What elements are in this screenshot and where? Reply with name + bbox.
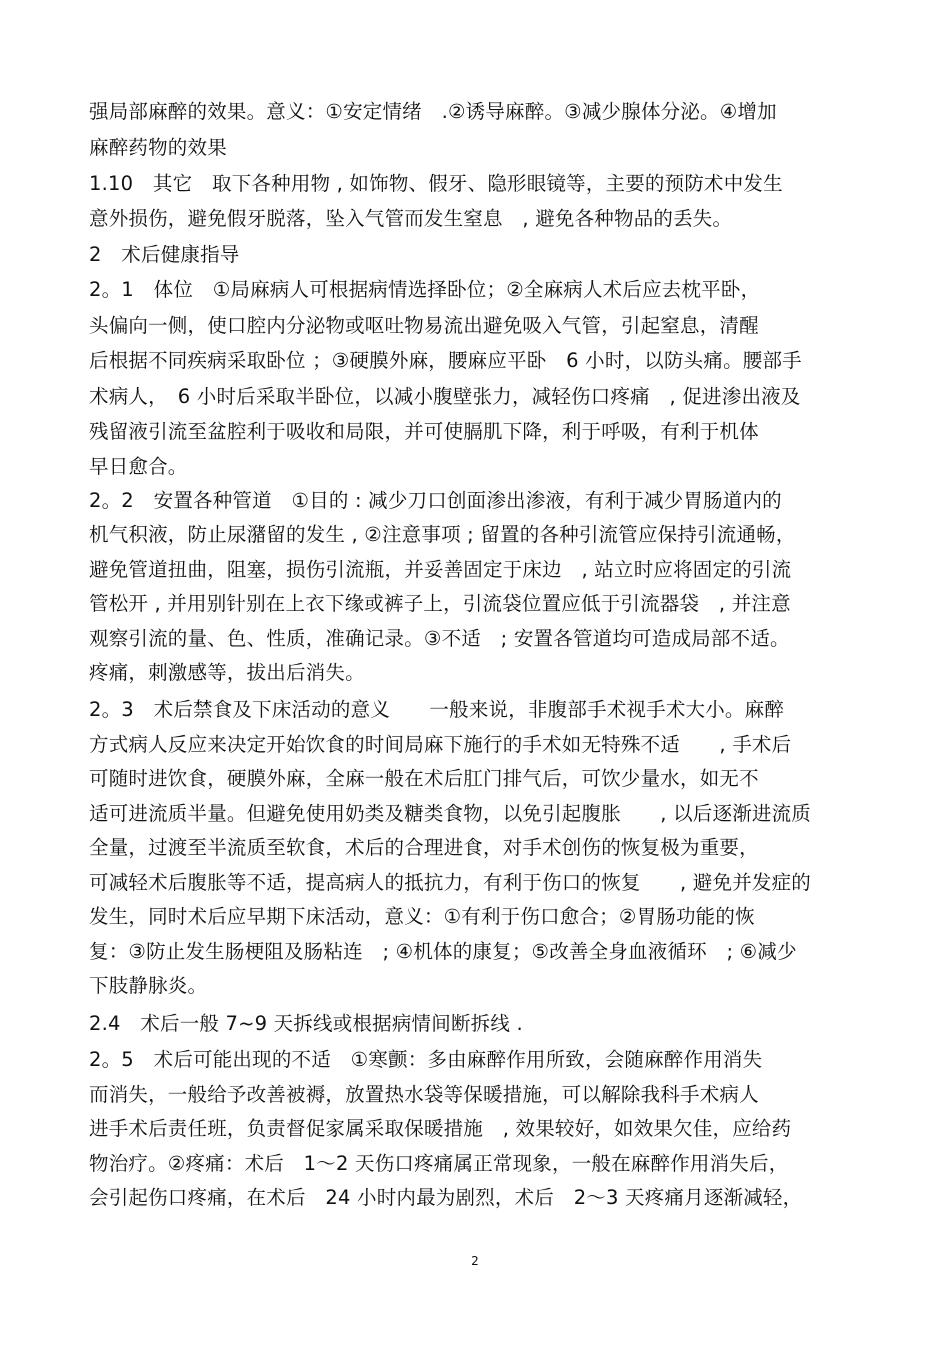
text-line: 管松开 , 并用别针别在上衣下缘或裤子上，引流袋位置应低于引流器袋 , 并注意: [89, 592, 791, 615]
text-line: 1.10 其它 取下各种用物 , 如饰物、假牙、隐形眼镜等，主要的预防术中发生: [89, 172, 783, 195]
text-line: 2.4 术后一般 7~9 天拆线或根据病情间断拆线 .: [89, 1012, 523, 1035]
text-line: 残留液引流至盆腔利于吸收和局限，并可使膈肌下降，利于呼吸，有利于机体: [89, 420, 759, 443]
text-line: 术病人， 6 小时后采取半卧位，以减小腹壁张力，减轻伤口疼痛 , 促进渗出液及: [89, 385, 801, 408]
text-line: 意外损伤，避免假牙脱落，坠入气管而发生窒息 , 避免各种物品的丢失。: [89, 207, 733, 230]
text-line: 而消失，一般给予改善被褥，放置热水袋等保暖措施，可以解除我科手术病人: [89, 1083, 759, 1106]
text-line: 适可进流质半量。但避免使用奶类及糖类食物，以免引起腹胀 , 以后逐渐进流质: [89, 802, 811, 825]
text-line: 2。1 体位 ①局麻病人可根据病情选择卧位；②全麻病人术后应去枕平卧，: [89, 278, 761, 301]
text-line: 避免管道扭曲，阻塞，损伤引流瓶，并妥善固定于床边 , 站立时应将固定的引流: [89, 558, 792, 581]
text-line: 2。3 术后禁食及下床活动的意义 一般来说，非腹部手术视手术大小。麻醉: [89, 698, 785, 721]
text-line: 早日愈合。: [89, 455, 188, 478]
text-line: 后根据不同疾病采取卧位 ；③硬膜外麻，腰麻应平卧 6 小时，以防头痛。腰部手: [89, 349, 802, 372]
text-line: 发生，同时术后应早期下床活动，意义：①有利于伤口愈合；②胃肠功能的恢: [89, 905, 755, 928]
text-line: 麻醉药物的效果: [89, 136, 227, 159]
text-line: 头偏向一侧，使口腔内分泌物或呕吐物易流出避免吸入气管，引起窒息，清醒: [89, 314, 759, 337]
text-line: 观察引流的量、色、性质，准确记录。③不适 ; 安置各管道均可造成局部不适。: [89, 627, 790, 650]
text-line: 进手术后责任班，负责督促家属采取保暖措施 , 效果较好，如效果欠佳，应给药: [89, 1117, 792, 1140]
text-line: 方式病人反应来决定开始饮食的时间局麻下施行的手术如无特殊不适 , 手术后: [89, 733, 792, 756]
text-line: 机气积液，防止尿潴留的发生 , ②注意事项 ; 留置的各种引流管应保持引流通畅，: [89, 523, 796, 546]
text-line: 2。2 安置各种管道 ①目的 : 减少刀口创面渗出渗液，有利于减少胃肠道内的: [89, 489, 782, 512]
text-line: 会引起伤口疼痛，在术后 24 小时内最为剧烈，术后 2～3 天疼痛月逐渐减轻，: [89, 1186, 803, 1209]
text-line: 可随时进饮食，硬膜外麻，全麻一般在术后肛门排气后，可饮少量水，如无不: [89, 767, 759, 790]
text-line: 复：③防止发生肠梗阻及肠粘连 ; ④机体的康复；⑤改善全身血液循环 ; ⑥减少: [89, 940, 797, 963]
text-line: 强局部麻醉的效果。意义：①安定情绪 .②诱导麻醉。③减少腺体分泌。④增加: [89, 100, 777, 123]
text-line: 物治疗。②疼痛：术后 1～2 天伤口疼痛属正常现象，一般在麻醉作用消失后，: [89, 1152, 789, 1175]
text-line: 全量，过渡至半流质至软食，术后的合理进食，对手术创伤的恢复极为重要，: [89, 836, 759, 859]
text-line: 2。5 术后可能出现的不适 ①寒颤：多由麻醉作用所致，会随麻醉作用消失: [89, 1048, 763, 1071]
text-line: 可减轻术后腹胀等不适，提高病人的抵抗力，有利于伤口的恢复 , 避免并发症的: [89, 871, 811, 894]
text-line: 疼痛，刺激感等，拔出后消失。: [89, 661, 365, 684]
text-line: 下肢静脉炎。: [89, 974, 208, 997]
section-heading: 2 术后健康指导: [89, 243, 240, 266]
page-number: 2: [471, 1254, 479, 1268]
